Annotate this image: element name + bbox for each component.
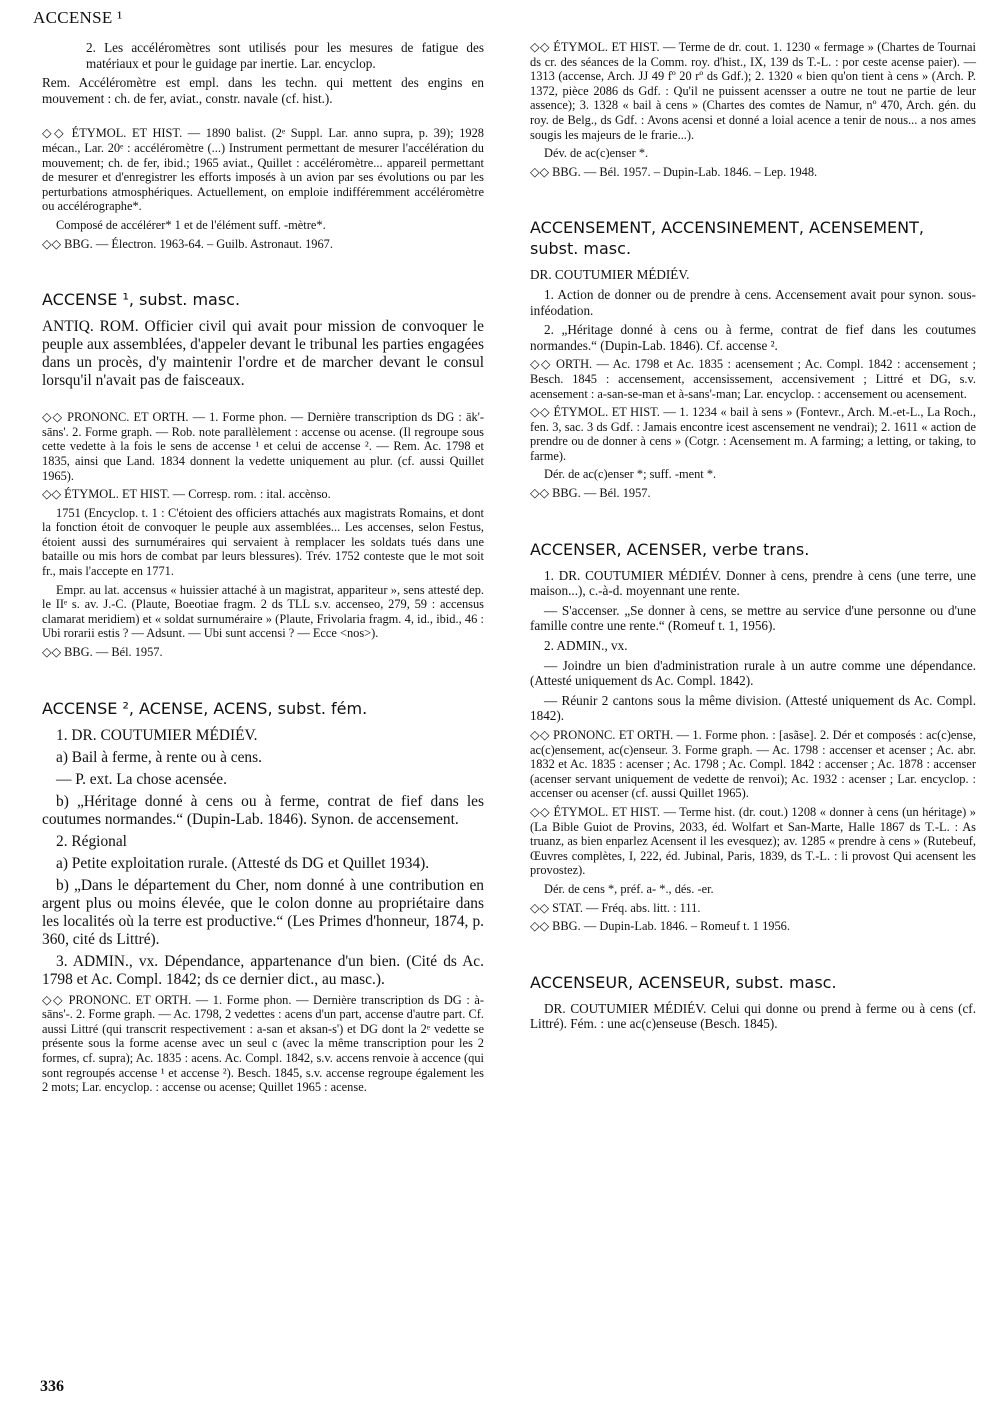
accense-2-pronunciation: ◇◇ PRONONC. ET ORTH. — 1. Forme phon. — Dernière transcription ds DG : à-sāns'-. 2. Forme graph. — Ac. 1798, 2 vedettes : acens d'un part, accense d'autre part. Cf. aussi Littré (qui transcrit respectivement : a-san et aksan-s') et DG dont la 2ᵉ vedette se présente sous la forme acense avec un seul c (avec la même transcription pour les 2 formes, cf. supra); Ac. 1835 : acens. Ac. Compl. 1842, s.v. accens renvoie à accence (qui sont regroupés accense ¹ et accense ²). Besch. 1845, s.v. accense regroupe également les 2 mots; Lar. encyclop. : accense ou acense; Quillet 1965 : acense. (42, 992, 484, 1095)
accensement-sense-1: 1. Action de donner ou de prendre à cens. Accensement avait pour synon. sous-inféodation. (530, 286, 976, 318)
accense-1-pronunciation: ◇◇ PRONONC. ET ORTH. — 1. Forme phon. — Dernière transcription ds DG : āk'-sāns'. 2. Forme graph. — Rob. note parallèlement : accense ou acense. (Il regroupe sous cette vedette à la fois le sens de accense ¹ et celui de accense ². — Rem. Ac. 1798 et 1835, ainsi que Land. 1834 donnent la vedette uniquement au plur. (cf. aussi Quillet 1965). (42, 410, 484, 483)
accense-2-sense-2: 2. Régional (56, 832, 127, 850)
accense-2-sense-1b: b) „Héritage donné à cens ou à ferme, contrat de fief dans les coutumes normandes.“ (Dupin-Lab. 1846). Synon. de accensement. (42, 792, 484, 828)
accense-1-definition: ANTIQ. ROM. Officier civil qui avait pour mission de convoquer le peuple aux assemblées, d'appeler devant le tribunal les parties engagées dans un procès, d'y maintenir l'ordre et de marcher devant le consul lorsqu'il n'avait pas de faisceaux. (42, 318, 484, 390)
accenser-sense-1: 1. DR. COUTUMIER MÉDIÉV. Donner à cens, prendre à cens (une terre, une maison...), c.-à-d. moyennant une rente. (530, 567, 976, 599)
accense-1-borrowing: Empr. au lat. accensus « huissier attaché à un magistrat, appariteur », sens attesté dep. le IIᵉ s. av. J.-C. (Plaute, Boeotiae fragm. 2 ds TLL s.v. accenseo, 279, 59 : accensus clamarat meridiem) et « soldat surnuméraire » (Plaute, Frivolaria fragm. 4, id., ibid., 46 : Ubi rorarii estis ? — Adsunt. — Ubi sunt accensi ? — Ecce <nos>). (42, 582, 484, 641)
headword-accensement: ACCENSEMENT, ACCENSINEMENT, ACENSEMENT, subst. masc. (530, 218, 924, 259)
accenser-statistics: ◇◇ STAT. — Fréq. abs. litt. : 111. (530, 900, 701, 915)
accensement-bibliography: ◇◇ BBG. — Bél. 1957. (530, 486, 651, 501)
accelerometre-compose: Composé de accélérer* 1 et de l'élément suff. -mètre*. (56, 217, 326, 232)
accensement-etymology: ◇◇ ÉTYMOL. ET HIST. — 1. 1234 « bail à sens » (Fontevr., Arch. M.-et-L., La Roch., fen. 3, sac. 3 ds Gdf. : Jamais encontre icest ascensement ne vendrai); 2. 1611 « action de prendre ou de donner à cens » (Cotgr. : Acensement m. A farming; a letting, or taking, to farme). (530, 405, 976, 463)
accensement-orthography: ◇◇ ORTH. — Ac. 1798 et Ac. 1835 : acensement ; Ac. Compl. 1842 : accensement ; Besch. 1845 : accensement, accensissement, accensivement ; Littré et DG, s.v. acensement : a-san-se-man et à-sans'-man; Lar. encyclop. : accensement ou acensement. (530, 357, 976, 401)
accenseur-definition: DR. COUTUMIER MÉDIÉV. Celui qui donne ou prend à ferme ou à cens (cf. Littré). Fém. : une ac(c)enseuse (Besch. 1845). (530, 1000, 976, 1032)
headword-accense-1: ACCENSE ¹, subst. masc. (42, 290, 241, 310)
headword-accense-2: ACCENSE ², ACENSE, ACENS, subst. fém. (42, 698, 368, 718)
accenser-sense-1-reflexive: — S'accenser. „Se donner à cens, se mettre au service d'une personne ou d'une famille contre une rente.“ (Romeuf t. 1, 1956). (530, 602, 976, 634)
accense-2-derivation: Dév. de ac(c)enser *. (544, 146, 649, 161)
accense-2-sense-1a: a) Bail à ferme, à rente ou à cens. (56, 748, 262, 766)
running-head: ACCENSE ¹ (33, 8, 123, 27)
accelerometre-etymology: ◇◇ ÉTYMOL. ET HIST. — 1890 balist. (2ᵉ Suppl. Lar. anno supra, p. 39); 1928 mécan., Lar. 20ᵉ : accéléromètre (...) Instrument permettant de mesurer l'accélération du mouvement; ch. de fer, ibid.; 1965 aviat., Quillet : accéléromètre... appareil permettant de mesurer et d'enregistrer les efforts imposés à un avion par ses évolutions ou par les perturbations atmosphériques. Actuellement, on emploie indifféremment accéléromètre ou accélérographe*. (42, 126, 484, 214)
accenser-etymology: ◇◇ ÉTYMOL. ET HIST. — Terme hist. (dr. cout.) 1208 « donner à cens (un héritage) » (La Bible Guiot de Provins, 2033, éd. Wolfart et San-Marte, Halle 1867 ds T.-L. : As truanz, as bien enparlez Acensent il les evesquez); av. 1285 « prendre à cens » (Rutebeuf, Œuvres complètes, I, 222, éd. Jubinal, Paris, 1839, ds T.-L. : li provost Qui acensent les provostez). (530, 804, 976, 878)
accenser-derivation: Dér. de cens *, préf. a- *., dés. -er. (544, 881, 714, 896)
right-column (530, 40, 976, 1036)
accense-2-etymology: ◇◇ ÉTYMOL. ET HIST. — Terme de dr. cout. 1. 1230 « fermage » (Chartes de Tournai ds cr. des séances de la Comm. roy. d'hist., IX, 139 ds T.-L. : por ceste acense paier). — 1313 (accense, Arch. JJ 49 fº 20 rº ds Gdf.); 2. 1320 « bien qu'on tient à cens » (Arch. P. 1372, pièce 2086 ds Gdf. : Qu'il ne puissent acensser a outre ne tout ne partie de leur assence); 3. 1328 « bail à cens » (Chartes des comtes de Namur, nº 470, Arch. gén. du roy. de Belg., ds Gdf. : Avons acensi et donné a loial acence a tenir de nous... a nos ames sougis les majeurs de le frarie...). (530, 40, 976, 142)
accensement-derivation: Dér. de ac(c)enser *; suff. -ment *. (544, 467, 717, 482)
accenser-bibliography: ◇◇ BBG. — Dupin-Lab. 1846. – Romeuf t. 1 1956. (530, 919, 790, 934)
accense-2-sense-3: 3. ADMIN., vx. Dépendance, appartenance d'un bien. (Cité ds Ac. 1798 et Ac. Compl. 1842; ds ce dernier dict., au masc.). (42, 952, 484, 988)
accenser-pronunciation: ◇◇ PRONONC. ET ORTH. — 1. Forme phon. : [asãse]. 2. Dér et composés : ac(c)ense, ac(c)ensement, ac(c)enseur. 3. Forme graph. — Ac. 1798 : accenser et acenser ; Ac. abr. 1832 et Ac. 1835 : acenser ; Ac. 1798 ; Ac. Compl. 1842 : accenser ; Ac. 1878 : accenser (acenser servant uniquement de vedette de renvoi); Ac. 1932 : acenser ; Lar. encyclop. : accenser ou acenser (cf. aussi Quillet 1965). (530, 728, 976, 801)
accense-1-citation-1751: 1751 (Encyclop. t. 1 : C'étoient des officiers attachés aux magistrats Romains, et dont la fonction étoit de convoquer le peuple aux assemblées... Les accenses, selon Festus, étoient aussi des surnuméraires qui servaient à remplacer les soldats tués dans une bataille ou mis hors de combat par leurs blessures). Trév. 1752 conteste que le mot soit fr., mais l'accepte en 1771. (42, 505, 484, 579)
accense-2-bibliography: ◇◇ BBG. — Bél. 1957. – Dupin-Lab. 1846. – Lep. 1948. (530, 164, 818, 179)
accense-1-etymology: ◇◇ ÉTYMOL. ET HIST. — Corresp. rom. : ital. accènso. (42, 487, 331, 502)
accelerometre-bibliography: ◇◇ BBG. — Électron. 1963-64. – Guilb. Astronaut. 1967. (42, 236, 333, 251)
accense-1-bibliography: ◇◇ BBG. — Bél. 1957. (42, 645, 163, 660)
accelerometre-sense-2: 2. Les accéléromètres sont utilisés pour les mesures de fatigue des matériaux et pour le guidage par inertie. Lar. encyclop. (86, 40, 484, 71)
page-number: 336 (40, 1378, 64, 1395)
headword-accenseur: ACCENSEUR, ACENSEUR, subst. masc. (530, 972, 837, 992)
headword-accenser: ACCENSER, ACENSER, verbe trans. (530, 539, 810, 559)
accenser-sense-2: 2. ADMIN., vx. (544, 638, 628, 654)
accense-2-sense-1: 1. DR. COUTUMIER MÉDIÉV. (56, 726, 258, 744)
accensement-domain: DR. COUTUMIER MÉDIÉV. (530, 267, 690, 283)
accense-2-sense-2b: b) „Dans le département du Cher, nom donné à une contribution en argent plus ou moins élevée, que le colon donne au propriétaire dans les localités où la terre est productive.“ (Les Primes d'honneur, 1874, p. 360, cité ds Littré). (42, 876, 484, 948)
accelerometre-remark: Rem. Accéléromètre est empl. dans les techn. qui mettent des engins en mouvement : ch. de fer, aviat., constr. navale (cf. hist.). (42, 75, 484, 106)
accense-2-sense-1a-extension: — P. ext. La chose acensée. (56, 770, 227, 788)
accense-2-sense-2a: a) Petite exploitation rurale. (Attesté ds DG et Quillet 1934). (56, 854, 430, 872)
accensement-sense-2: 2. „Héritage donné à cens ou à ferme, contrat de fief dans les coutumes normandes.“ (Dupin-Lab. 1846). Cf. accense ². (530, 322, 976, 353)
accenser-sense-2b: — Réunir 2 cantons sous la même division. (Attesté uniquement ds Ac. Compl. 1842). (530, 692, 976, 724)
left-column (42, 40, 484, 1099)
accenser-sense-2a: — Joindre un bien d'administration rurale à un autre comme une dépendance. (Attesté uniquement ds Ac. Compl. 1842). (530, 657, 976, 689)
